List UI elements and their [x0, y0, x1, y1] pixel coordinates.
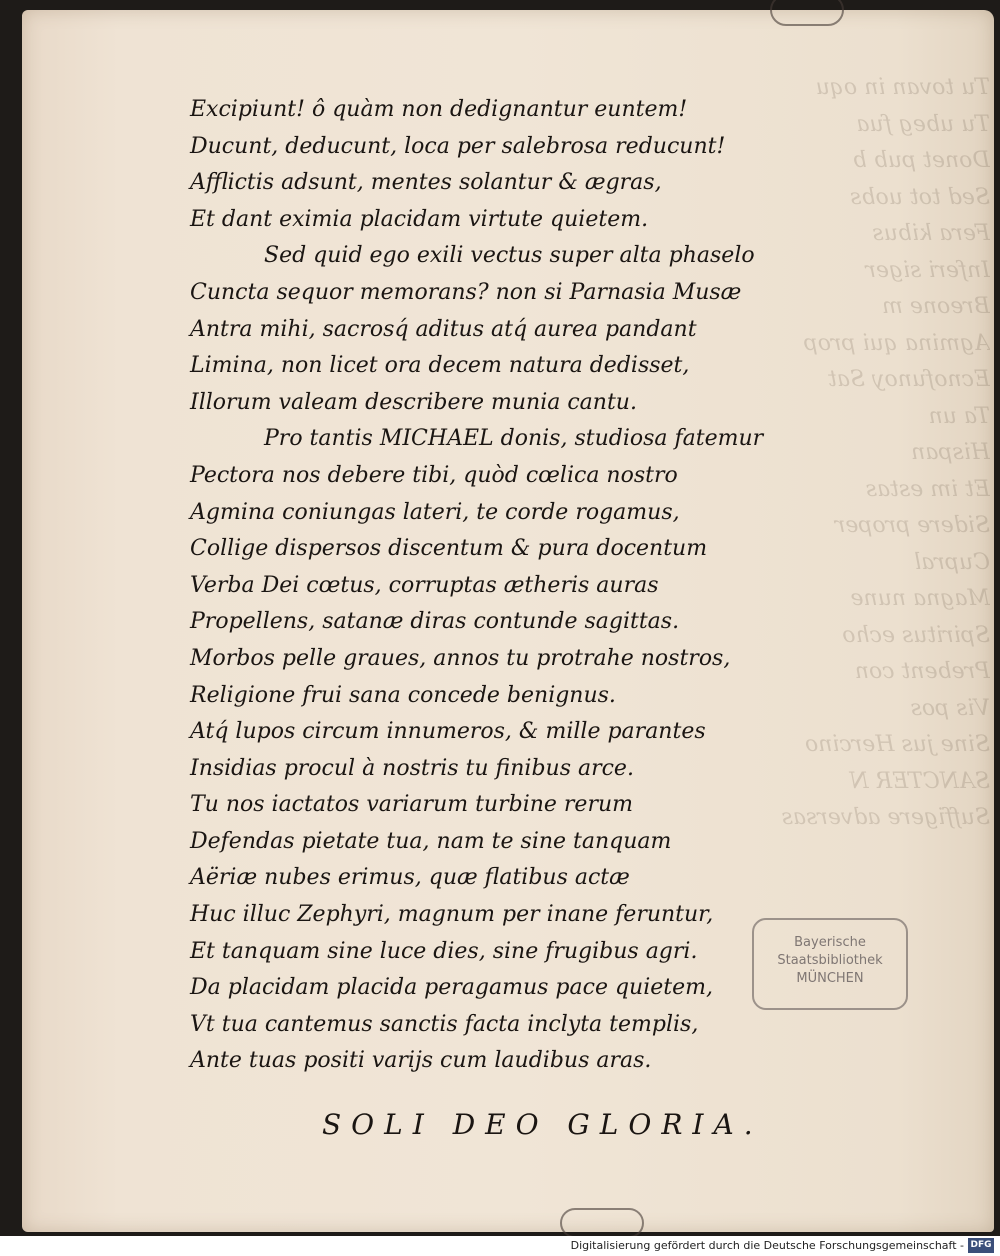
poem-line: Sed quid ego exili vectus super alta phaselo — [264, 243, 755, 269]
poem-line: Ducunt, deducunt, loca per salebrosa reducunt! — [190, 133, 726, 159]
poem-line: Propellens, satanæ diras contunde sagittas. — [190, 609, 680, 635]
poem-line: Da placidam placida peragamus pace quietem, — [190, 975, 713, 1001]
poem-line: Et tanquam sine luce dies, sine frugibus agri. — [190, 938, 698, 964]
poem-line: Limina, non licet ora decem natura dedisset, — [190, 353, 690, 379]
poem-line: Excipiunt! ô quàm non dedignantur euntem! — [190, 97, 688, 122]
poem-line: Ante tuas positi varijs cum laudibus aras. — [190, 1048, 652, 1074]
poem-line: Collige dispersos discentum & pura docentum — [190, 536, 708, 562]
poem-line: Verba Dei cœtus, corruptas ætheris auras — [190, 572, 659, 598]
poem-line: Antra mihi, sacrosq́ aditus atq́ aurea pandant — [190, 316, 697, 342]
colophon: SOLI DEO GLORIA. — [322, 1108, 763, 1141]
bleed-through-text: Tu tovan in oqu Tu ubeg fua Donet pub b Sed tot uobs Fera kibus Inferi siger Breone m Agmina qui prop Ecnofunoy Sat Ta un Hispan Et im estas Sidere proper Cupral Magna nune Spiritus echo Prebent con Vis pos Sine jus Hercino SANCTER N Suffigere adversas — [781, 75, 990, 830]
poem-line: Illorum valeam describere munia cantu. — [190, 389, 637, 415]
poem-line: Et dant eximia placidam virtute quietem. — [190, 206, 649, 232]
dfg-logo[interactable]: DFG — [968, 1238, 994, 1253]
library-stamp — [752, 918, 908, 1010]
poem-line: Huc illuc Zephyri, magnum per inane feruntur, — [190, 902, 714, 928]
poem-line: Religione frui sana concede benignus. — [190, 682, 616, 708]
stamp-line-2: Staatsbibliothek — [777, 953, 883, 968]
footer-bar — [0, 1236, 1000, 1256]
poem-line: Afflictis adsunt, mentes solantur & ægras, — [190, 170, 662, 196]
poem-line: Vt tua cantemus sanctis facta inclyta templis, — [190, 1011, 699, 1037]
footer-credit: Digitalisierung gefördert durch die Deutsche Forschungsgemeinschaft - — [570, 1239, 964, 1252]
poem-line: Atq́ lupos circum innumeros, & mille parantes — [190, 719, 706, 745]
poem-line: Insidias procul à nostris tu finibus arce. — [190, 755, 634, 781]
clip-top — [770, 0, 844, 26]
poem-line: Agmina coniungas lateri, te corde rogamus, — [190, 499, 680, 525]
stamp-line-1: Bayerische — [794, 935, 866, 950]
stamp-line-3: MÜNCHEN — [796, 971, 864, 986]
poem-line: Morbos pelle graues, annos tu protrahe nostros, — [190, 645, 731, 671]
poem-text — [190, 92, 810, 1080]
poem-line: Cuncta sequor memorans? non si Parnasia Musæ — [190, 279, 742, 305]
poem-line: Aëriæ nubes erimus, quæ flatibus actæ — [190, 865, 630, 891]
poem-line: Defendas pietate tua, nam te sine tanquam — [190, 828, 672, 854]
poem-line: Pectora nos debere tibi, quòd cœlica nostro — [190, 462, 678, 488]
poem-line: Tu nos iactatos variarum turbine rerum — [190, 792, 633, 818]
clip-bottom — [560, 1208, 644, 1238]
poem-line: Pro tantis MICHAEL donis, studiosa fatemur — [264, 426, 764, 452]
